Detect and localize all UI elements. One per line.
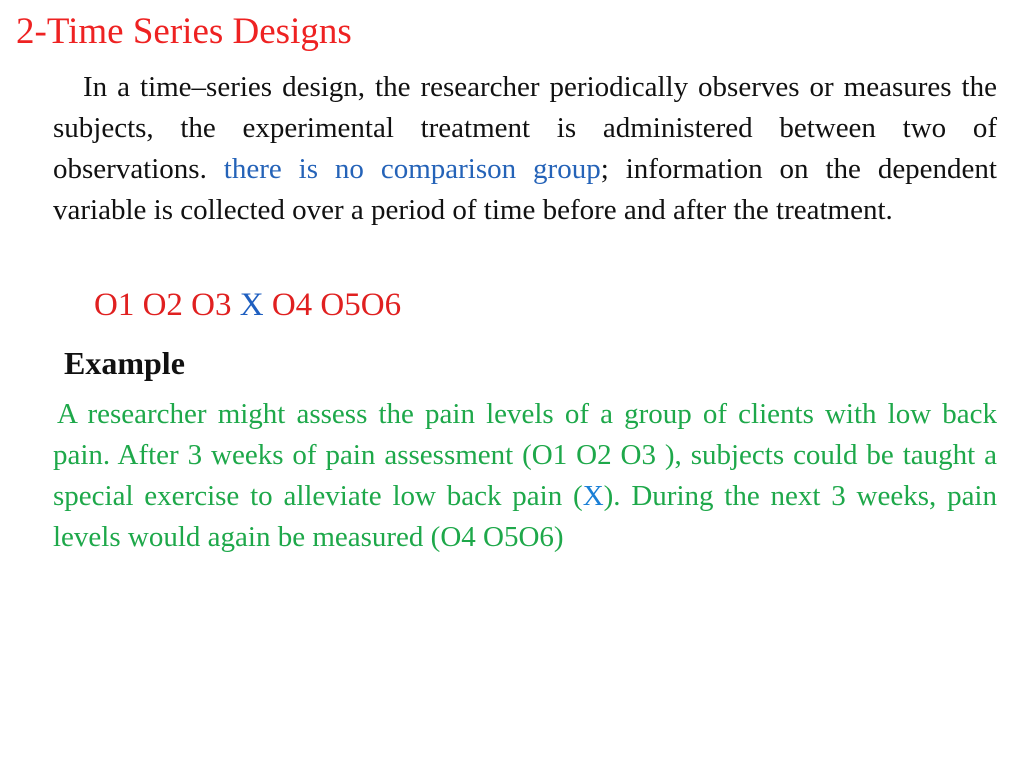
intro-text-part1: In a time–series design, the researcher periodically observes or measures the subjects, the experimental treatment is administered between two of observations. (53, 71, 997, 185)
no-comparison-group-highlight: there is no comparison group (223, 153, 601, 185)
design-notation (94, 283, 401, 327)
example-heading: Example (64, 345, 185, 381)
pre-observations: O1 O2 O3 (94, 287, 240, 323)
slide-title: 2-Time Series Designs (16, 11, 352, 52)
example-paragraph (53, 394, 997, 558)
treatment-marker: X (239, 287, 264, 323)
intro-text-part2: ; information on the dependent variable is collected over a period of time before and after the treatment. (53, 153, 997, 226)
example-text-part2: ). During the next 3 weeks, pain levels would again be measured (O4 O5O6) (53, 480, 997, 553)
intro-paragraph (53, 67, 997, 231)
post-observations: O4 O5O6 (263, 287, 402, 323)
example-treatment-marker: X (582, 480, 604, 512)
example-text-part1: A researcher might assess the pain levels of a group of clients with low back pain. After 3 weeks of pain assessment (O1 O2 O3 ), subjects could be taught a special exercise to alleviate low back pain ( (53, 398, 997, 512)
